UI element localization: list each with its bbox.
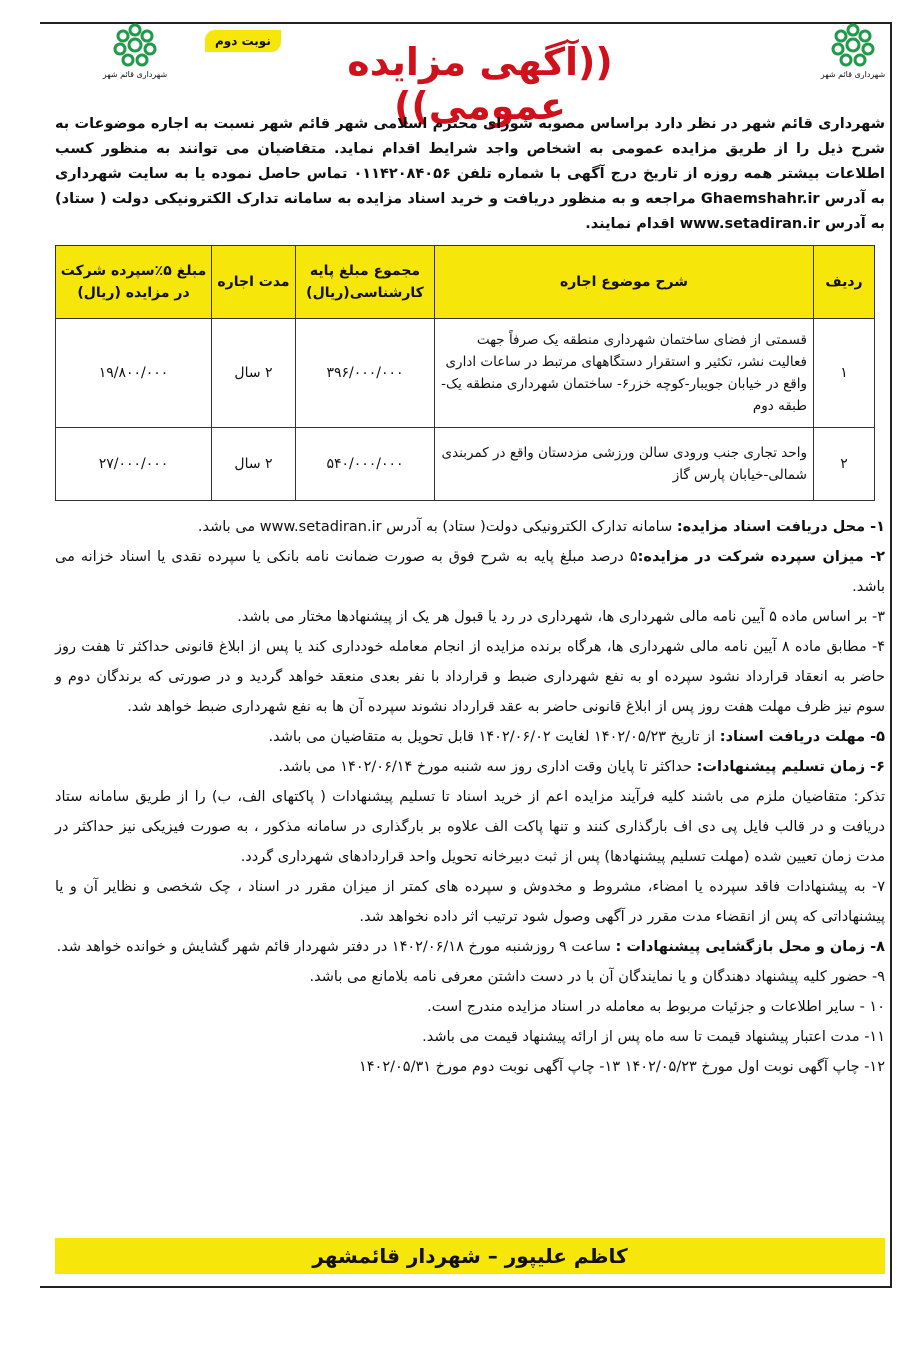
row-description: واحد تجاری جنب ورودی سالن ورزشی مزدستان واقع در کمربندی شمالی-خیابان پارس گاز bbox=[435, 428, 814, 501]
table-header-row bbox=[56, 246, 875, 319]
page-title: ((آگهی مزایده عمومی)) bbox=[347, 40, 613, 128]
logo-caption: شهرداری قائم شهر bbox=[820, 70, 886, 79]
item-lead: ۲- میزان سپرده شرکت در مزایده: bbox=[637, 549, 885, 565]
intro-paragraph: شهرداری قائم شهر در نظر دارد براساس مصوبه شورای محترم اسلامی شهر قائم شهر نسبت به اجاره موضوعات به شرح ذیل را از طریق مزایده عمومی به اشخاص واجد شرایط اقدام نماید. متقاضیان می توانند به منظور کسب اطلاعات بیشتر همه روزه از تاریخ درج آگهی با شماره تلفن ۰۱۱۴۲۰۸۴۰۵۶ تماس حاصل نموده یا به سایت شهرداری به آدرس Ghaemshahr.ir مراجعه و به منظور دریافت و خرید اسناد مزایده به سامانه تدارک الکترونیکی دولت ( ستاد) به آدرس www.setadiran.ir اقدام نمایند. bbox=[55, 116, 885, 232]
row-base-amount: ۳۹۶/۰۰۰/۰۰۰ bbox=[296, 319, 435, 428]
header-base-amount: مجموع مبلغ پایه کارشناسی(ریال) bbox=[296, 246, 435, 319]
header-duration: مدت اجاره bbox=[212, 246, 296, 319]
row-index: ۲ bbox=[814, 428, 875, 501]
list-item bbox=[55, 632, 885, 722]
list-item bbox=[55, 722, 885, 752]
item-text: ۳- بر اساس ماده ۵ آیین نامه مالی شهرداری ها، شهرداری در رد یا قبول هر یک از پیشنهادها مختار می باشد. bbox=[237, 609, 885, 625]
municipality-emblem-icon bbox=[830, 22, 876, 68]
lease-items-table bbox=[55, 245, 875, 501]
item-text: از تاریخ ۱۴۰۲/۰۵/۲۳ لغایت ۱۴۰۲/۰۶/۰۲ قابل تحویل به متقاضیان می باشد. bbox=[268, 729, 720, 745]
list-item bbox=[55, 542, 885, 602]
list-item bbox=[55, 512, 885, 542]
item-text: ۱۲- چاپ آگهی نوبت اول مورخ ۱۴۰۲/۰۵/۲۳ ۱۳- چاپ آگهی نوبت دوم مورخ ۱۴۰۲/۰۵/۳۱ bbox=[358, 1059, 885, 1075]
list-item bbox=[55, 602, 885, 632]
mayor-signature-bar: کاظم علیپور – شهردار قائمشهر bbox=[55, 1238, 885, 1274]
municipality-emblem-icon bbox=[112, 22, 158, 68]
row-duration: ۲ سال bbox=[212, 428, 296, 501]
item-text: ۴- مطابق ماده ۸ آیین نامه مالی شهرداری ها، هرگاه برنده مزایده از انجام معامله خودداری کند یا پس از ابلاغ قانونی حداکثر تا هفت روز حاضر به انعقاد قرارداد نشود سپرده او به نفع شهرداری ضبط و قرارداد با نفر بعدی منعقد خواهد گردید و در صورتی که برندگان دوم و سوم نیز ظرف مهلت هفت روز پس از ابلاغ قانونی حاضر به عقد قرارداد نشوند سپرده آن ها به نفع شهرداری ضبط خواهد شد. bbox=[55, 639, 885, 715]
item-lead: ۸- زمان و محل بازگشایی پیشنهادات : bbox=[615, 939, 885, 955]
list-item bbox=[55, 752, 885, 782]
list-item bbox=[55, 782, 885, 872]
item-text: سامانه تدارک الکترونیکی دولت( ستاد) به آدرس www.setadiran.ir می باشد. bbox=[197, 519, 677, 535]
row-deposit: ۱۹/۸۰۰/۰۰۰ bbox=[56, 319, 212, 428]
item-text: ساعت ۹ روزشنبه مورخ ۱۴۰۲/۰۶/۱۸ در دفتر شهردار قائم شهر گشایش و خوانده خواهد شد. bbox=[56, 939, 616, 955]
item-lead: ۱- محل دریافت اسناد مزایده: bbox=[676, 519, 885, 535]
table-row bbox=[56, 428, 875, 501]
list-item bbox=[55, 962, 885, 992]
list-item bbox=[55, 872, 885, 932]
row-base-amount: ۵۴۰/۰۰۰/۰۰۰ bbox=[296, 428, 435, 501]
conditions-list bbox=[55, 512, 885, 1082]
municipality-logo-left bbox=[100, 22, 170, 79]
row-deposit: ۲۷/۰۰۰/۰۰۰ bbox=[56, 428, 212, 501]
second-round-badge: نوبت دوم bbox=[205, 30, 281, 52]
municipality-logo-right bbox=[818, 22, 888, 79]
item-text: ۷- به پیشنهادات فاقد سپرده یا امضاء، مشروط و مخدوش و سپرده های کمتر از میزان مقرر در اسناد ، چک شخصی و نظایر آن و یا پیشنهاداتی که پس از انقضاء مدت مقرر در آگهی وصول شود ترتیب اثر داده نخواهد شد. bbox=[55, 879, 885, 925]
item-text: حداکثر تا پایان وقت اداری روز سه شنبه مورخ ۱۴۰۲/۰۶/۱۴ می باشد. bbox=[278, 759, 697, 775]
header-index: ردیف bbox=[814, 246, 875, 319]
row-duration: ۲ سال bbox=[212, 319, 296, 428]
list-item bbox=[55, 992, 885, 1022]
item-text: ۱۰ - سایر اطلاعات و جزئیات مربوط به معامله در اسناد مزایده مندرج است. bbox=[427, 999, 885, 1015]
item-text: ۱۱- مدت اعتبار پیشنهاد قیمت تا سه ماه پس از ارائه پیشنهاد قیمت می باشد. bbox=[422, 1029, 885, 1045]
list-item bbox=[55, 932, 885, 962]
list-item bbox=[55, 1022, 885, 1052]
logo-caption: شهرداری قائم شهر bbox=[102, 70, 168, 79]
item-text: تذکر: متقاضیان ملزم می باشند کلیه فرآیند مزایده اعم از خرید اسناد تا تسلیم پیشنهادات ( پاکتهای الف، ب) را از طریق سامانه ستاد دریافت و در قالب فایل پی دی اف بارگذاری کنند و تنها پاکت الف علاوه بر بارگذاری در سامانه مذکور ، به صورت فیزیکی نیز حداکثر در مدت زمان تعیین شده (مهلت تسلیم پیشنهادها) پس از ثبت دبیرخانه تحویل واحد قراردادهای شهرداری گردد. bbox=[55, 789, 885, 865]
item-lead: ۶- زمان تسلیم پیشنهادات: bbox=[696, 759, 885, 775]
item-lead: ۵- مهلت دریافت اسناد: bbox=[719, 729, 885, 745]
header-description: شرح موضوع اجاره bbox=[435, 246, 814, 319]
table-row bbox=[56, 319, 875, 428]
list-item bbox=[55, 1052, 885, 1082]
row-index: ۱ bbox=[814, 319, 875, 428]
header-deposit: مبلغ ۵٪سپرده شرکت در مزایده (ریال) bbox=[56, 246, 212, 319]
item-text: ۵ درصد مبلغ پایه به شرح فوق به صورت ضمانت نامه بانکی یا سپرده نقدی یا اسناد خزانه می باشد. bbox=[55, 549, 885, 595]
item-text: ۹- حضور کلیه پیشنهاد دهندگان و یا نمایندگان آن با در دست داشتن معرفی نامه بلامانع می باشد. bbox=[309, 969, 885, 985]
row-description: قسمتی از فضای ساختمان شهرداری منطقه یک صرفاً جهت فعالیت نشر، تکثیر و استقرار دستگاههای مرتبط در ساعات اداری واقع در خیابان جویبار-کوچه خزر۶- ساختمان شهرداری منطقه یک-طبقه دوم bbox=[435, 319, 814, 428]
